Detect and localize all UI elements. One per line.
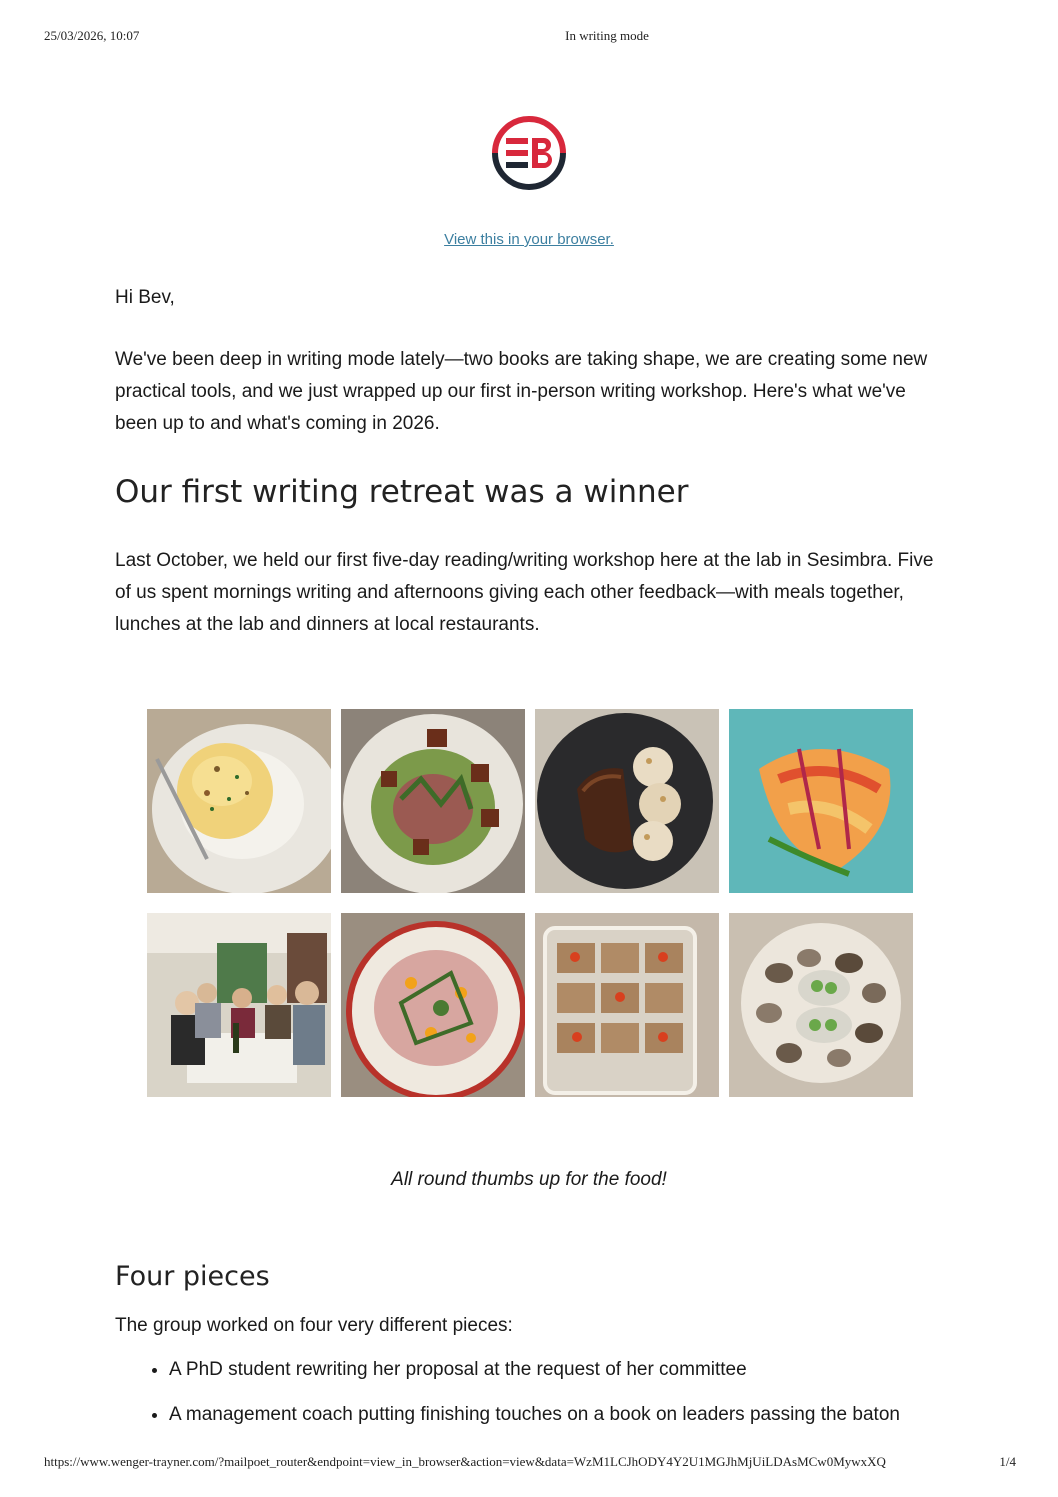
colorful-fish-dish-photo (729, 709, 913, 893)
retreat-paragraph: Last October, we held our first five-day reading/writing workshop here at the lab in Sesimbra. Five of us spent mornings writing and afternoons giving each other feedback—with meals together, lunches at the lab and dinners at local restaurants. (115, 550, 934, 635)
list-item: • A PhD student rewriting her proposal at the request of her committee (169, 1354, 969, 1386)
oysters-on-stones-photo (729, 913, 913, 1097)
print-url: https://www.wenger-trayner.com/?mailpoet_router&endpoint=view_in_browser&action=view&data=WzM1LCJhODY4Y2U1MGJhMjUiLDAsMCw0MywxXQ (44, 1454, 886, 1469)
mashed-potato-photo (147, 709, 331, 893)
list-item: • A management coach putting finishing touches on a book on leaders passing the baton (169, 1399, 969, 1431)
greeting: Hi Bev, (115, 287, 175, 308)
print-footer (0, 1454, 1058, 1472)
view-in-browser-link[interactable]: View this in your browser. (444, 231, 614, 248)
intro-paragraph: We've been deep in writing mode lately—two books are taking shape, we are creating some new practical tools, and we just wrapped up our first in-person writing workshop. Here's what we've been up to and what's coming in 2026. (115, 349, 928, 434)
print-title: In writing mode (565, 28, 649, 43)
print-header (0, 28, 1058, 46)
four-pieces-intro: The group worked on four very different pieces: (115, 1315, 513, 1336)
photo-grid (147, 709, 913, 1099)
steak-salad-photo (341, 709, 525, 893)
print-datetime: 25/03/2026, 10:07 (44, 28, 140, 43)
chocolate-dessert-photo (535, 709, 719, 893)
baked-fish-tray-photo (535, 913, 719, 1097)
pieces-list (147, 1354, 969, 1444)
retreat-heading: Our first writing retreat was a winner (115, 474, 689, 510)
four-pieces-heading: Four pieces (115, 1261, 270, 1292)
carpaccio-plate-photo (341, 913, 525, 1097)
page-number: 1/4 (999, 1454, 1016, 1469)
photo-caption: All round thumbs up for the food! (391, 1169, 667, 1190)
group-dinner-photo (147, 913, 331, 1097)
eb-logo-icon (490, 114, 568, 192)
